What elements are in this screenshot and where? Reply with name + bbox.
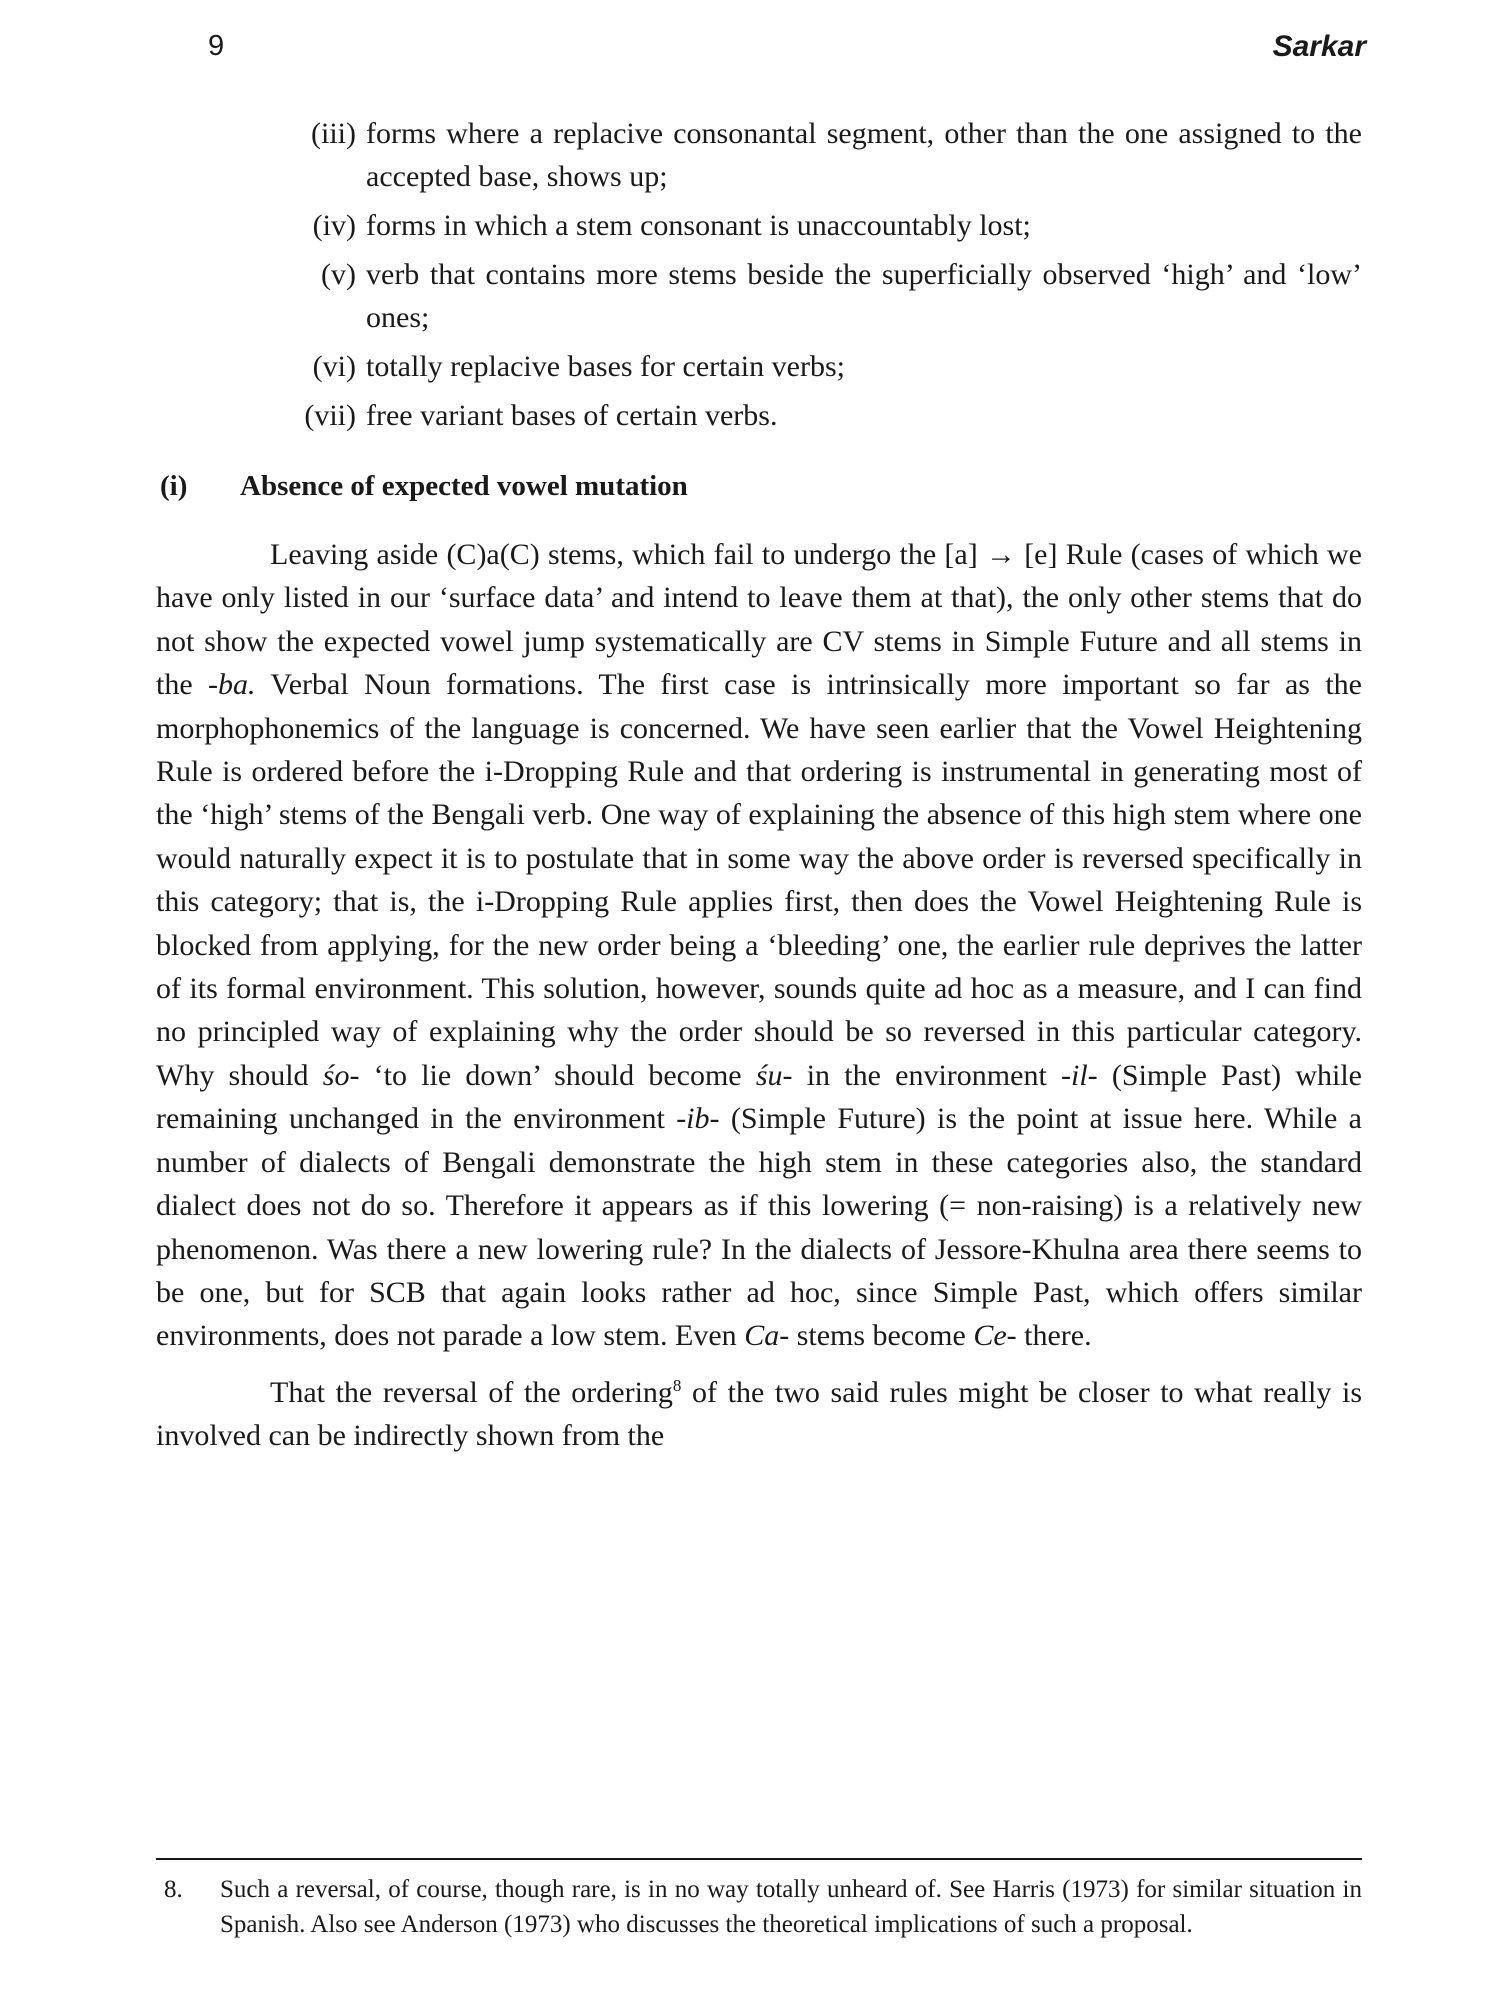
list-item [282,253,1362,339]
body-text [156,533,1362,1458]
italic-term: śo- [322,1058,360,1092]
list-item [282,345,1362,388]
italic-term: śu- [755,1058,793,1092]
footnote-reference[interactable]: 8 [672,1375,682,1395]
paragraph-text: of the two said rules might be closer to what really is involved can be indirectly shown from the [156,1375,1362,1453]
list-item-text: verb that contains more stems beside the superficially observed ‘high’ and ‘low’ ones; [366,258,1362,334]
section-number: (i) [160,470,188,502]
list-item-number: (vii) [304,399,356,432]
list-item-number: (v) [321,258,356,291]
section-heading [160,470,688,503]
list-item [282,204,1362,247]
list-item-text: forms where a replacive consonantal segment, other than the one assigned to the accepted base, shows up; [366,117,1362,193]
italic-term: Ce- [973,1319,1017,1353]
list-item-number: (iii) [311,117,356,150]
footnote-number: 8. [164,1876,183,1903]
italic-term: -ib- [676,1102,720,1136]
list-item-text: forms in which a stem consonant is unaccountably lost; [366,209,1031,242]
list-item-number: (iv) [312,209,356,242]
italic-term: Ca- [744,1319,790,1353]
italic-term: -ba. [208,668,256,702]
paragraph-1 [156,533,1362,1358]
paragraph-text: in the environment [792,1058,1062,1092]
footnote-text: Such a reversal, of course, though rare, is in no way totally unheard of. See Harris (1973) for similar situation in Spanish. Also see Anderson (1973) who discusses the theoretical implications of such a proposal. [220,1876,1362,1938]
paragraph-2 [156,1371,1362,1458]
footnote-row [164,1872,1362,1942]
list-item-number: (vi) [312,350,356,383]
paragraph-text: stems become [789,1319,974,1353]
italic-term: -il- [1061,1058,1098,1092]
list-item [282,112,1362,198]
paragraph-text: (Simple Future) is the point at issue here. While a number of dialects of Bengali demonstrate the high stem in these categories also, the standard dialect does not do so. Therefore it appears as if this lowering (= non-raising) is a relatively new phenomenon. Was there a new lowering rule? In the dialects of Jessore-Khulna area there seems to be one, but for SCB that again looks rather ad hoc, since Simple Past, which offers similar environments, does not parade a low stem. Even [156,1102,1362,1353]
list-item-text: free variant bases of certain verbs. [366,399,778,432]
list-item [282,394,1362,437]
footnote [164,1872,1362,1942]
page-number: 9 [208,30,225,62]
paragraph-text: That the reversal of the ordering [270,1375,673,1409]
paragraph-text: Leaving aside (C)a(C) stems, which fail to undergo the [a] → [e] Rule (cases of which we have only listed in our ‘surface data’ and intend to leave them at that), the only other stems that do not show the expected vowel jump systematically are CV stems in Simple Future and all stems in the [156,538,1362,702]
paragraph-text: (Simple Past) while remaining unchanged in the environment [156,1058,1362,1136]
enumerated-list [282,112,1362,443]
running-head: Sarkar [1272,30,1366,63]
footnote-divider [156,1858,1362,1860]
paragraph-text: ‘to lie down’ should become [359,1058,756,1092]
section-title: Absence of expected vowel mutation [240,470,688,502]
list-item-text: totally replacive bases for certain verbs; [366,350,845,383]
paragraph-text: there. [1016,1319,1092,1353]
paragraph-text: Verbal Noun formations. The first case is intrinsically more important so far as the morphophonemics of the language is concerned. We have seen earlier that the Vowel Heightening Rule is ordered before the i-Dropping Rule and that ordering is instrumental in generating most of the ‘high’ stems of the Bengali verb. One way of explaining the absence of this high stem where one would naturally expect it is to postulate that in some way the above order is reversed specifically in this category; that is, the i-Dropping Rule applies first, then does the Vowel Heightening Rule is blocked from applying, for the new order being a ‘bleeding’ one, the earlier rule deprives the latter of its formal environment. This solution, however, sounds quite ad hoc as a measure, and I can find no principled way of explaining why the order should be so reversed in this particular category. Why should [156,668,1362,1092]
